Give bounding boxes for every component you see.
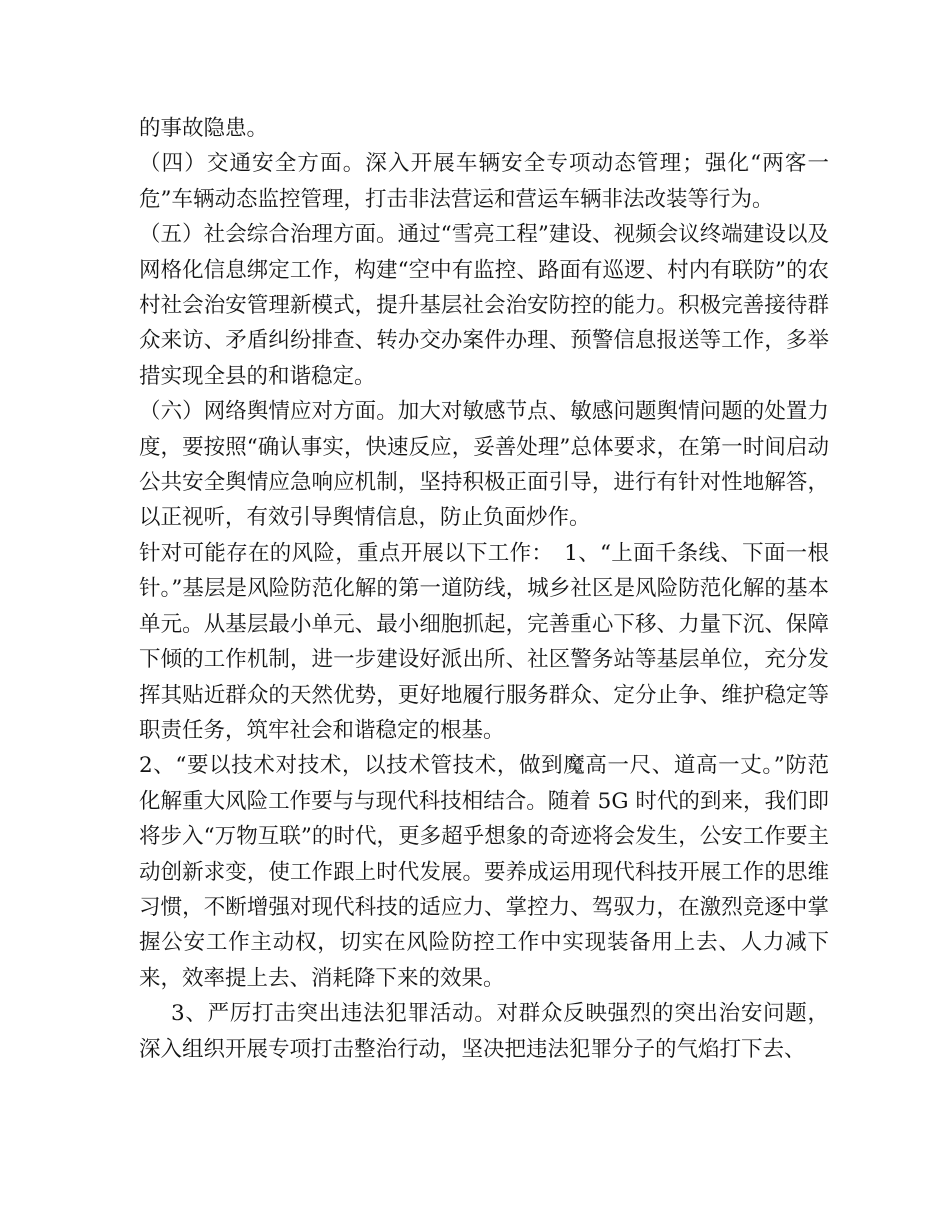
document-body xyxy=(139,111,829,1067)
paragraph-key-work-1: 针对可能存在的风险，重点开展以下工作： 1、“上面千条线、下面一根针。”基层是风险防范化解的第一道防线，城乡社区是风险防范化解的基本单元。从基层最小单元、最小细胞抓起，完善重心下移、力量下沉、保障下倾的工作机制，进一步建设好派出所、社区警务站等基层单位，充分发挥其贴近群众的天然优势，更好地履行服务群众、定分止争、维护稳定等职责任务，筑牢社会和谐稳定的根基。 xyxy=(139,540,829,743)
paragraph-accident-hazard-tail: 的事故隐患。 xyxy=(139,116,269,141)
paragraph-key-work-3: 3、严厉打击突出违法犯罪活动。对群众反映强烈的突出治安问题，深入组织开展专项打击整治行动，坚决把违法犯罪分子的气焰打下去、 xyxy=(139,1001,829,1062)
paragraph-public-opinion: （六）网络舆情应对方面。加大对敏感节点、敏感问题舆情问题的处置力度，要按照“确认事实，快速反应，妥善处理”总体要求，在第一时间启动公共安全舆情应急响应机制，坚持积极正面引导，进行有针对性地解答，以正视听，有效引导舆情信息，防止负面炒作。 xyxy=(139,399,829,531)
paragraph-key-work-2: 2、“要以技术对技术，以技术管技术，做到魔高一尺、道高一丈。”防范化解重大风险工作要与与现代科技相结合。随着 5G 时代的到来，我们即将步入“万物互联”的时代，更多超乎想象的奇迹将会发生，公安工作要主动创新求变，使工作跟上时代发展。要养成运用现代科技开展工作的思维习惯，不断增强对现代科技的适应力、掌控力、驾驭力，在激烈竞逐中掌握公安工作主动权，切实在风险防控工作中实现装备用上去、人力减下来，效率提上去、消耗降下来的效果。 xyxy=(139,753,829,991)
paragraph-social-governance: （五）社会综合治理方面。通过“雪亮工程”建设、视频会议终端建设以及网格化信息绑定工作，构建“空中有监控、路面有巡逻、村内有联防”的农村社会治安管理新模式，提升基层社会治安防控的能力。积极完善接待群众来访、矛盾纠纷排查、转办交办案件办理、预警信息报送等工作，多举措实现全县的和谐稳定。 xyxy=(139,222,829,389)
paragraph-traffic-safety: （四）交通安全方面。深入开展车辆安全专项动态管理；强化“两客一危”车辆动态监控管理，打击非法营运和营运车辆非法改装等行为。 xyxy=(139,151,829,212)
